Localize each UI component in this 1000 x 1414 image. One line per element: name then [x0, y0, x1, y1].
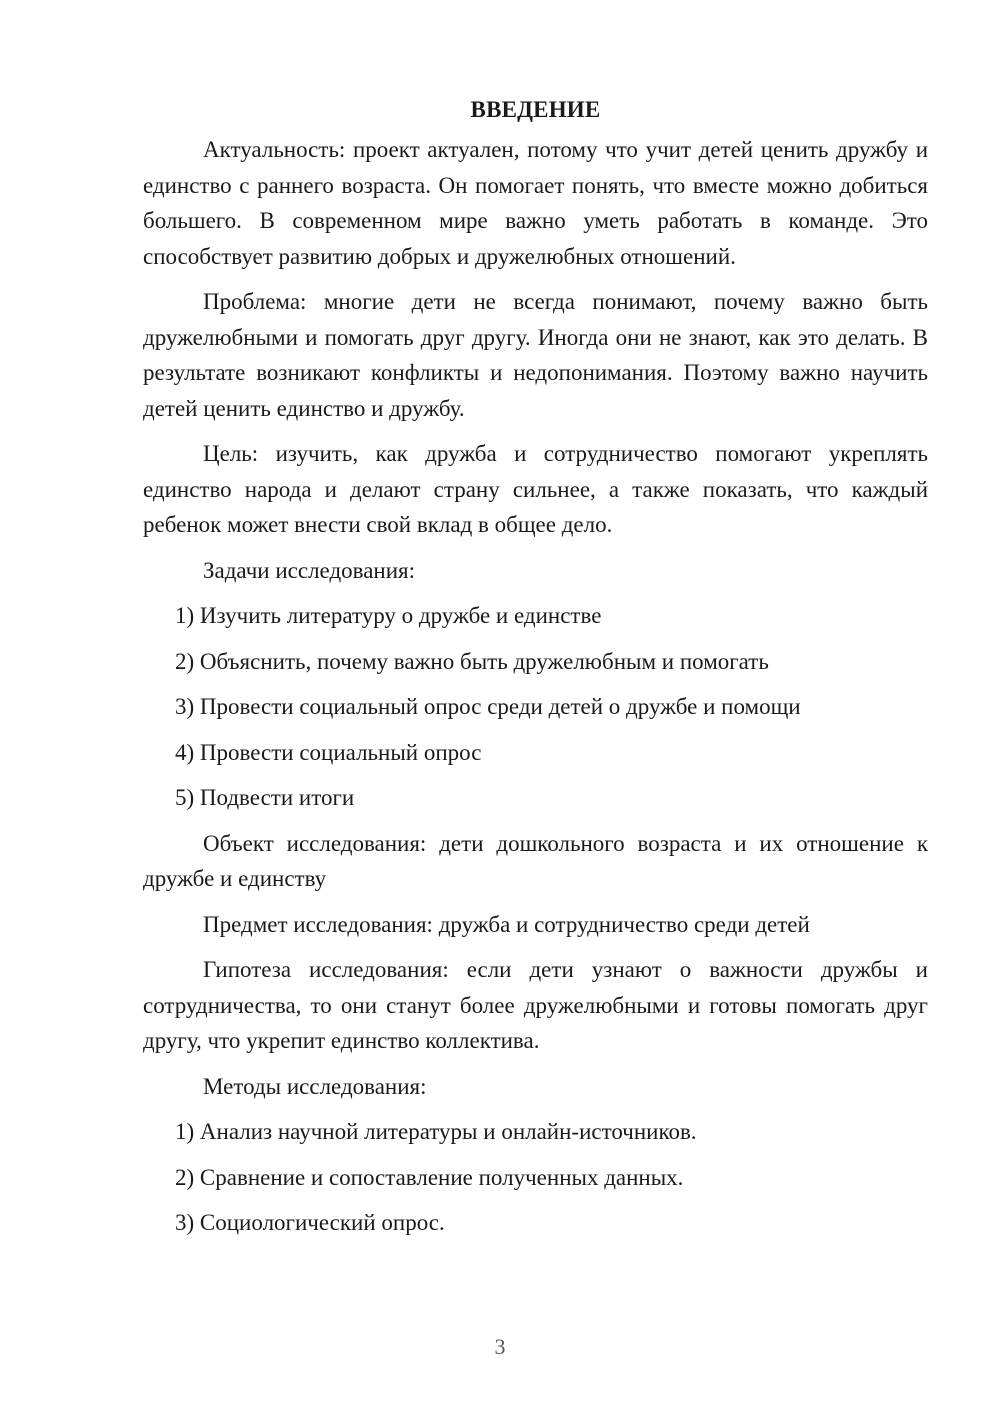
- section-heading: ВВЕДЕНИЕ: [470, 97, 601, 122]
- tasks-list: [143, 598, 928, 816]
- list-item: 1) Анализ научной литературы и онлайн-источников.: [175, 1119, 697, 1144]
- hypothesis-paragraph: Гипотеза исследования: если дети узнают о важности дружбы и сотрудничества, то они станут более дружелюбными и готовы помогать друг другу, что укрепит единство коллектива.: [143, 957, 928, 1053]
- object-paragraph: Объект исследования: дети дошкольного возраста и их отношение к дружбе и единству: [143, 830, 928, 891]
- methods-title: Методы исследования:: [203, 1073, 427, 1099]
- subject-paragraph: Предмет исследования: дружба и сотрудничество среди детей: [203, 911, 810, 937]
- list-item: 2) Объяснить, почему важно быть дружелюбным и помогать: [175, 648, 769, 674]
- document-page: [143, 92, 928, 1251]
- list-item: 3) Провести социальный опрос среди детей о дружбе и помощи: [175, 694, 801, 719]
- goal-paragraph: Цель: изучить, как дружба и сотрудничество помогают укреплять единство народа и делают страну сильнее, а также показать, что каждый ребенок может внести свой вклад в общее дело.: [143, 441, 928, 537]
- relevance-paragraph: Актуальность: проект актуален, потому что учит детей ценить дружбу и единство с раннего возраста. Он помогает понять, что вместе можно добиться большего. В современном мире важно уметь работать в команде. Это способствует развитию добрых и дружелюбных отношений.: [143, 137, 928, 269]
- list-item: 5) Подвести итоги: [175, 785, 355, 810]
- problem-paragraph: Проблема: многие дети не всегда понимают, почему важно быть дружелюбными и помогать друг другу. Иногда они не знают, как это делать. В результате возникают конфликты и недопонимания. Поэтому важно научить детей ценить единство и дружбу.: [143, 289, 928, 421]
- list-item: 4) Провести социальный опрос: [175, 739, 482, 765]
- methods-list: [143, 1114, 928, 1241]
- page-number: 3: [494, 1334, 506, 1359]
- list-item: 1) Изучить литературу о дружбе и единстве: [175, 603, 602, 628]
- list-item: 3) Социологический опрос.: [175, 1210, 445, 1235]
- tasks-title: Задачи исследования:: [203, 557, 416, 583]
- list-item: 2) Сравнение и сопоставление полученных данных.: [175, 1164, 684, 1190]
